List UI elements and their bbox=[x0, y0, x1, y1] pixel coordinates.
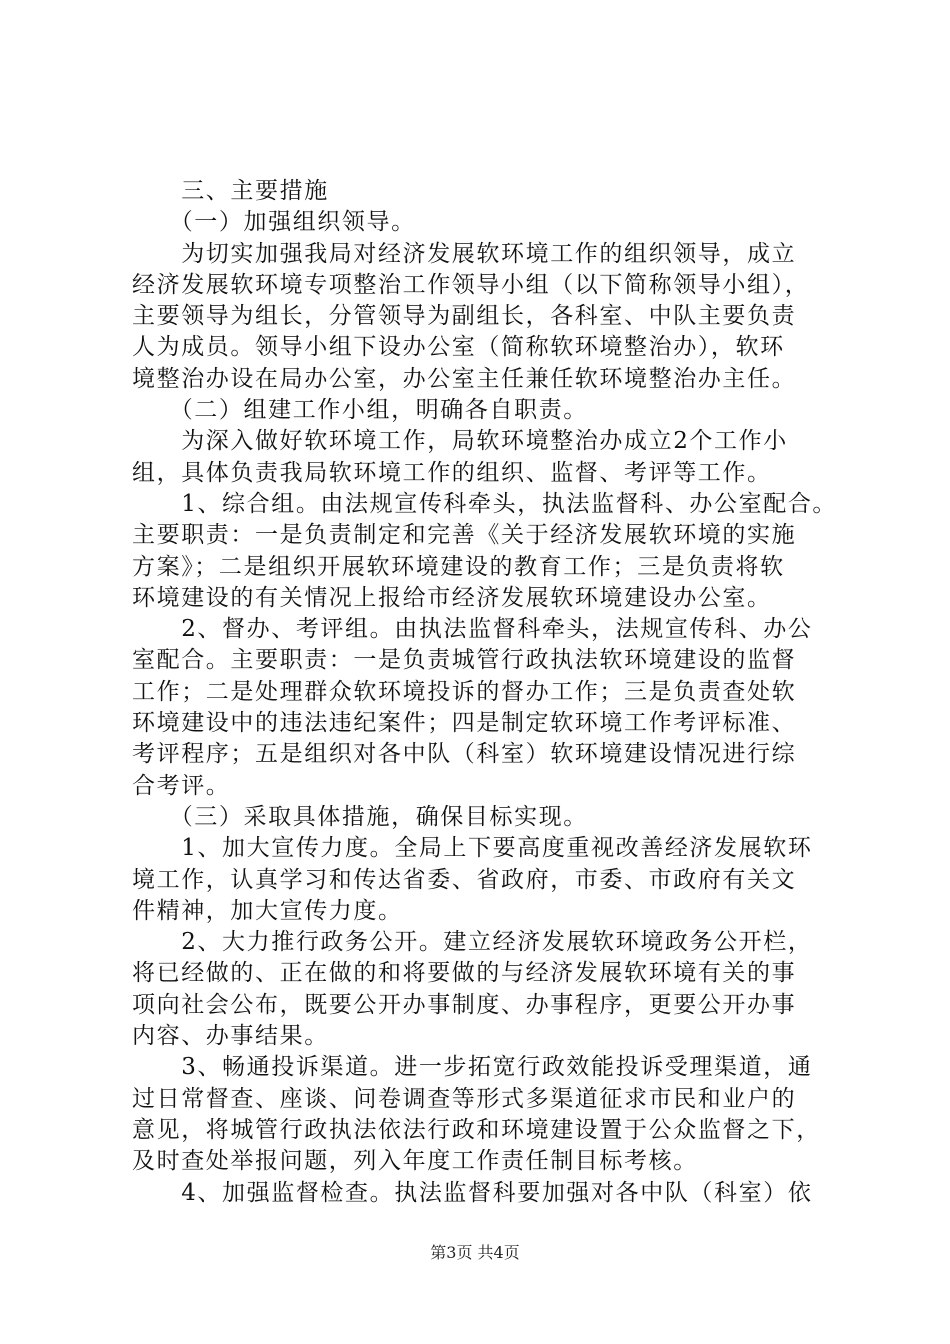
text-line: 环境建设中的违法违纪案件；四是制定软环境工作考评标准、 bbox=[132, 710, 797, 737]
text-line: 工作；二是处理群众软环境投诉的督办工作；三是负责查处软 bbox=[132, 678, 797, 705]
text-line: 为切实加强我局对经济发展软环境工作的组织领导，成立 bbox=[132, 240, 797, 267]
text-line: 境整治办设在局办公室，办公室主任兼任软环境整治办主任。 bbox=[132, 365, 797, 392]
text-line: 室配合。主要职责：一是负责城管行政执法软环境建设的监督 bbox=[132, 647, 797, 674]
text-line: 2、大力推行政务公开。建立经济发展软环境政务公开栏， bbox=[132, 929, 813, 956]
text-line: 4、加强监督检查。执法监督科要加强对各中队（科室）依 bbox=[132, 1179, 813, 1206]
text-line: 1、加大宣传力度。全局上下要高度重视改善经济发展软环 bbox=[132, 835, 813, 862]
subsection-heading: （二）组建工作小组，明确各自职责。 bbox=[132, 397, 588, 424]
text-line: 为深入做好软环境工作，局软环境整治办成立2个工作小 bbox=[132, 428, 788, 455]
text-line: 3、畅通投诉渠道。进一步拓宽行政效能投诉受理渠道，通 bbox=[132, 1054, 813, 1081]
document-body bbox=[132, 176, 838, 1209]
text-line: 境工作，认真学习和传达省委、省政府，市委、市政府有关文 bbox=[132, 866, 797, 893]
text-line: 主要领导为组长，分管领导为副组长，各科室、中队主要负责 bbox=[132, 303, 797, 330]
text-line: 及时查处举报问题，列入年度工作责任制目标考核。 bbox=[132, 1148, 698, 1175]
text-line: 2、督办、考评组。由执法监督科牵头，法规宣传科、办公 bbox=[132, 616, 813, 643]
text-line: 意见，将城管行政执法依法行政和环境建设置于公众监督之下， bbox=[132, 1116, 821, 1143]
subsection-heading: （一）加强组织领导。 bbox=[132, 209, 416, 236]
section-heading: 三、主要措施 bbox=[132, 178, 329, 204]
text-line: 环境建设的有关情况上报给市经济发展软环境建设办公室。 bbox=[132, 584, 772, 611]
subsection-heading: （三）采取具体措施，确保目标实现。 bbox=[132, 803, 588, 830]
page-number-footer: 第3页 共4页 bbox=[430, 1243, 520, 1262]
text-line: 人为成员。领导小组下设办公室（简称软环境整治办），软环 bbox=[132, 334, 785, 361]
text-line: 经济发展软环境专项整治工作领导小组（以下简称领导小组）， bbox=[132, 271, 810, 298]
text-line: 过日常督查、座谈、问卷调查等形式多渠道征求市民和业户的 bbox=[132, 1085, 797, 1112]
text-line: 1、综合组。由法规宣传科牵头，执法监督科、办公室配合。 bbox=[132, 490, 838, 517]
text-line: 项向社会公布，既要公开办事制度、办事程序，更要公开办事 bbox=[132, 991, 797, 1018]
text-line: 方案》；二是组织开展软环境建设的教育工作；三是负责将软 bbox=[132, 553, 785, 580]
text-line: 内容、办事结果。 bbox=[132, 1023, 329, 1050]
text-line: 主要职责：一是负责制定和完善《关于经济发展软环境的实施 bbox=[132, 522, 797, 549]
text-line: 合考评。 bbox=[132, 772, 231, 799]
text-line: 考评程序；五是组织对各中队（科室）软环境建设情况进行综 bbox=[132, 741, 797, 768]
text-line: 件精神，加大宣传力度。 bbox=[132, 897, 403, 924]
text-line: 将已经做的、正在做的和将要做的与经济发展软环境有关的事 bbox=[132, 960, 797, 987]
text-line: 组，具体负责我局软环境工作的组织、监督、考评等工作。 bbox=[132, 459, 772, 486]
